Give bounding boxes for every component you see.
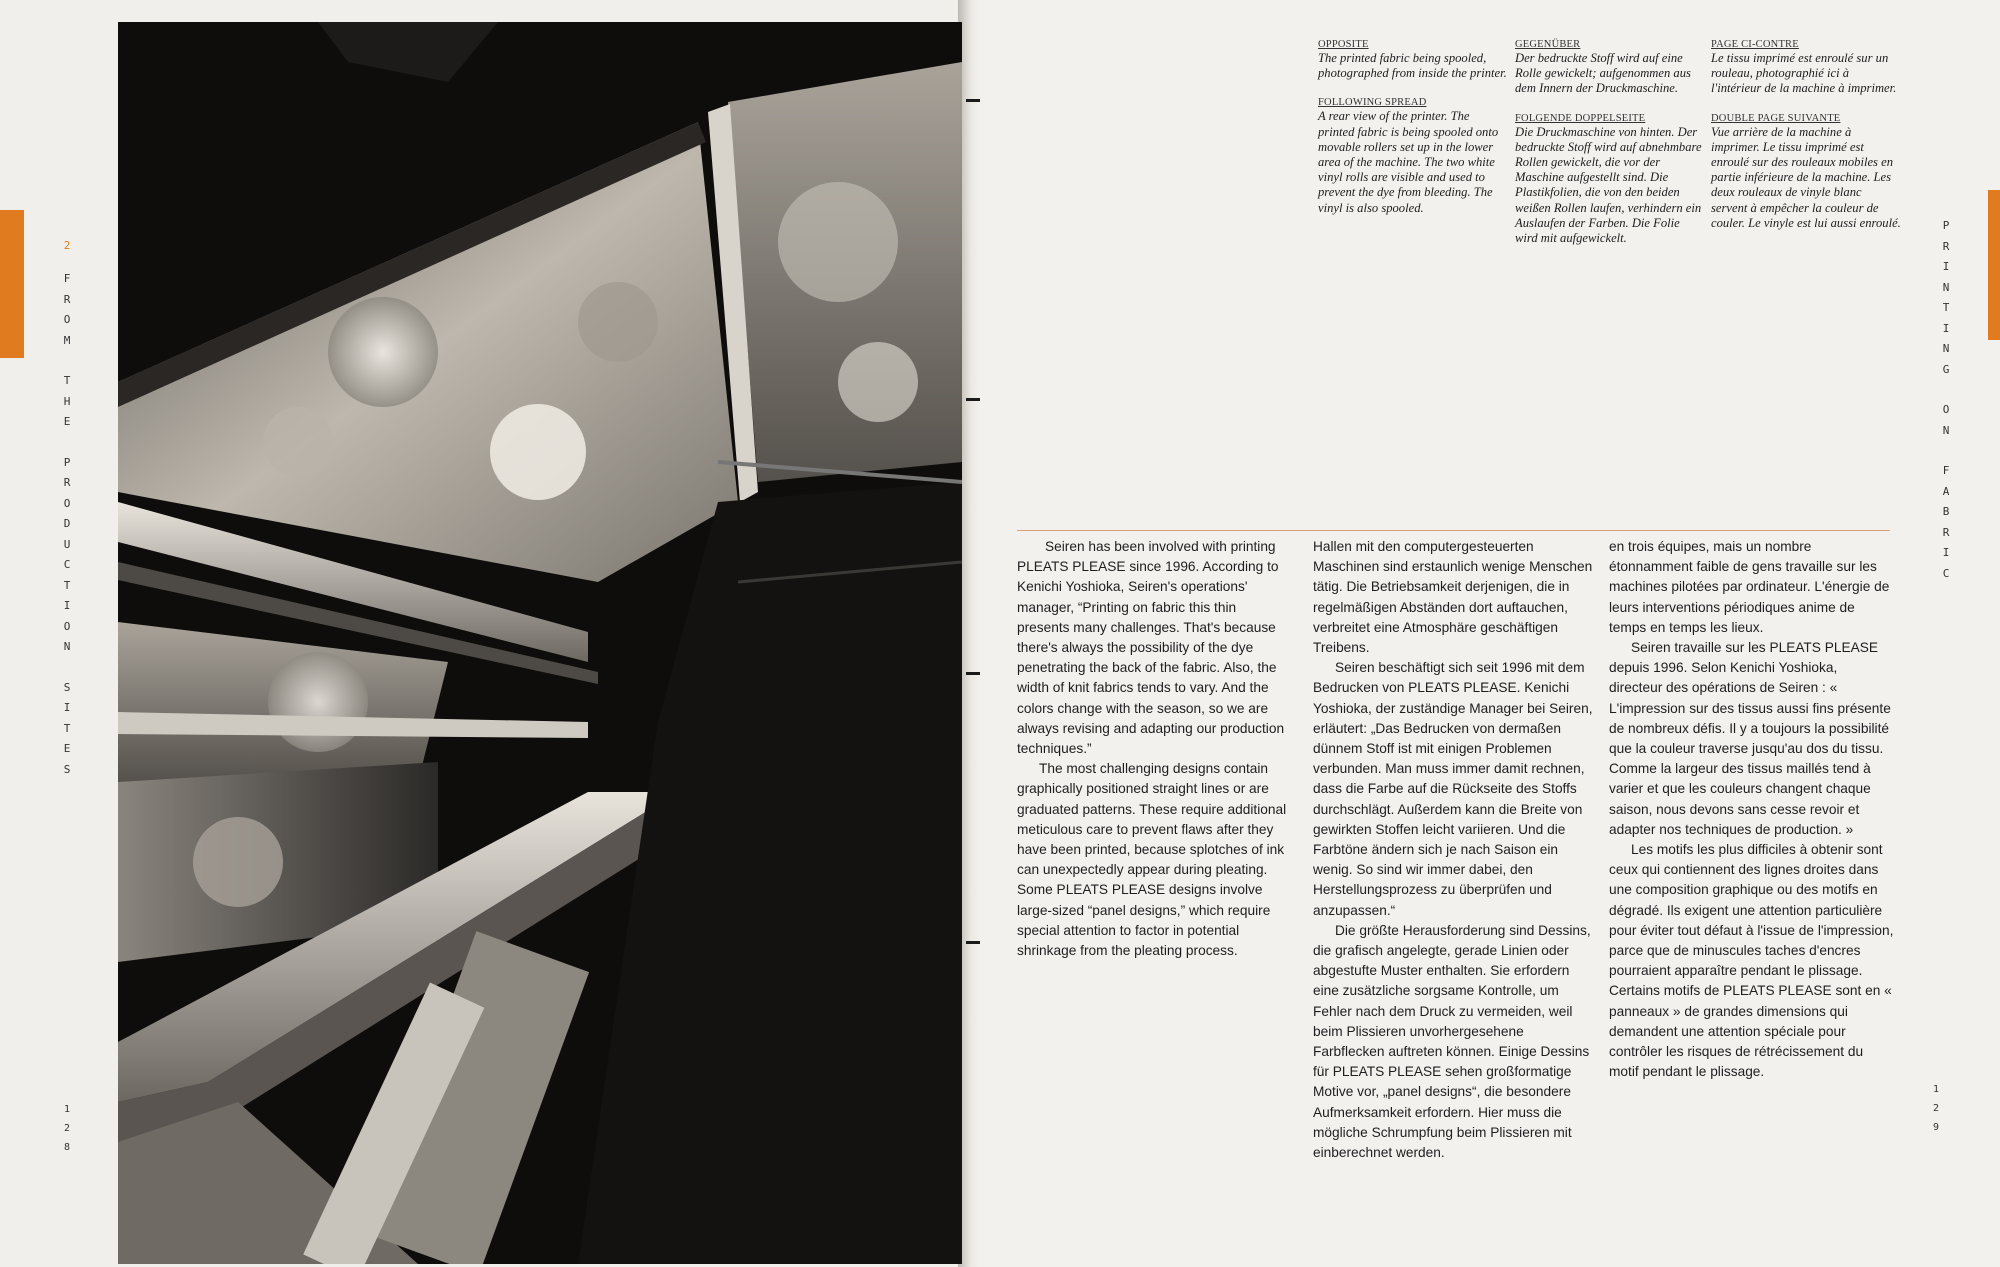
caption-text: Die Druckmaschine von hinten. Der bedruckte Stoff wird auf abnehmbare Rollen gewickelt, die vor der Maschine aufgestellt sind. Die Plastikfolien, die von den beiden weißen Rollen laufen, verhindern ein Auslaufen der Farben. Die Folie wird mit aufgewickelt. [1515, 124, 1702, 246]
body-english [1017, 537, 1292, 961]
paragraph: Les motifs les plus difficiles à obtenir sont ceux qui contiennent des lignes droites dans une composition graphique ou des motifs en dégradé. Ils exigent une attention particulière pour éviter tout défaut à l'issue de l'impression, parce que de minuscules taches d'encres pourraient apparaître pendant le plissage. Certains motifs de PLEATS PLEASE sont en « panneaux » de grandes dimensions qui demandent une attention spéciale pour contrôler les risques de rétrécissement du motif pendant le plissage. [1609, 842, 1894, 1080]
paragraph: The most challenging designs contain graphically positioned straight lines or are graduated patterns. These require additional meticulous care to prevent flaws after they have been printed, because splotches of ink can unexpectedly appear during pleating. Some PLEATS PLEASE designs involve large-sized “panel designs,” which require special attention to factor in potential shrinkage from the pleating process. [1017, 761, 1287, 959]
body-french [1609, 537, 1894, 1082]
caption-german [1515, 39, 1705, 246]
left-page-number: 1 2 8 [63, 1104, 71, 1153]
caption-text: The printed fabric being spooled, photographed from inside the printer. [1318, 51, 1507, 81]
right-page-number: 1 2 9 [1932, 1084, 1940, 1133]
running-title: P R I N T I N G O N F A B R I C [1942, 219, 1950, 580]
binding-mark [966, 672, 980, 675]
binding-mark [966, 398, 980, 401]
paragraph: Seiren travaille sur les PLEATS PLEASE depuis 1996. Selon Kenichi Yoshioka, directeur des opérations de Seiren : « L'impression sur des tissus aussi fins présente de nombreux défis. Il y a toujours la possibilité que la couleur traverse jusqu'au dos du tissu. Comme la largeur des tissus maillés tend à varier et que les couleurs changent chaque saison, nous devons sans cesse revoir et adapter nos techniques de production. » [1609, 640, 1891, 837]
chapter-number: 2 [63, 239, 71, 252]
caption-text: A rear view of the printer. The printed fabric is being spooled onto movable rollers set up in the lower area of the machine. The two white vinyl rolls are visible and used to prevent the dye from bleeding. The vinyl is also spooled. [1318, 109, 1499, 215]
caption-text: Vue arrière de la machine à imprimer. Le tissu imprimé est enroulé sur des rouleaux mobiles en partie inférieure de la machine. Les deux rouleaux de vinyle blanc servent à empêcher la couleur de couler. Le vinyle est lui aussi enroulé. [1711, 124, 1901, 230]
binding-mark [966, 99, 980, 102]
paragraph: en trois équipes, mais un nombre étonnamment faible de gens travaille sur les machines pilotées par ordinateur. L'énergie de leurs interventions périodiques anime de temps en temps les lieux. [1609, 539, 1890, 635]
paragraph: Seiren has been involved with printing PLEATS PLEASE since 1996. According to Kenichi Yoshioka, Seiren's operations' manager, “Printing on fabric this thin presents many challenges. That's because there's always the possibility of the dye penetrating the back of the fabric. Also, the width of knit fabrics tends to vary. And the colors change with the season, so we are always revising and adapting our production techniques.” [1017, 539, 1285, 757]
chapter-title: F R O M T H E P R O D U C T I O N S I T E S [63, 272, 71, 776]
section-rule [1017, 530, 1890, 531]
caption-english [1318, 39, 1508, 216]
caption-heading: FOLGENDE DOPPELSEITE [1515, 112, 1646, 124]
caption-heading: PAGE CI-CONTRE [1711, 39, 1799, 50]
caption-heading: OPPOSITE [1318, 39, 1369, 50]
caption-heading: FOLLOWING SPREAD [1318, 97, 1427, 109]
caption-french [1711, 39, 1901, 231]
caption-heading: GEGENÜBER [1515, 39, 1581, 50]
paragraph: Hallen mit den computergesteuerten Maschinen sind erstaunlich wenige Menschen tätig. Die Betriebsamkeit derjenigen, die in regelmäßigen Abständen dort auftauchen, verbreitet eine Atmosphäre geschäftigen Treibens. [1313, 539, 1593, 656]
caption-text: Der bedruckte Stoff wird auf eine Rolle gewickelt; aufgenommen aus dem Innern der Druckmaschine. [1515, 51, 1691, 96]
left-orange-tab [0, 210, 24, 358]
paragraph: Seiren beschäftigt sich seit 1996 mit dem Bedrucken von PLEATS PLEASE. Kenichi Yoshioka, der zuständige Manager bei Seiren, erläutert: „Das Bedrucken von dermaßen dünnem Stoff ist mit einigen Problemen verbunden. Man muss immer damit rechnen, dass die Farbe auf die Rückseite des Stoffs durchschlägt. Außerdem kann die Breite von gewirkten Stoffen leicht variieren. Und die Farbtöne ändern sich je nach Saison ein wenig. So sind wir immer dabei, den Herstellungsprozess zu überprüfen und anzupassen.“ [1313, 660, 1593, 918]
binding-mark [966, 941, 980, 944]
paragraph: Die größte Herausforderung sind Dessins, die grafisch angelegte, gerade Linien oder abgestufte Muster enthalten. Sie erfordern eine zusätzliche sorgsame Kontrolle, um Fehler nach dem Druck zu vermeiden, weil beim Plissieren unvorhergesehene Farbflecken auftreten können. Einige Dessins für PLEATS PLEASE sehen großformatige Motive vor, „panel designs“, die besondere Aufmerksamkeit erfordern. Hier muss die mögliche Schrumpfung beim Plissieren mit einberechnet werden. [1313, 922, 1591, 1161]
caption-heading: DOUBLE PAGE SUIVANTE [1711, 112, 1841, 124]
printer-photo [118, 22, 962, 1264]
body-german [1313, 537, 1595, 1163]
right-orange-tab [1988, 190, 2000, 340]
caption-text: Le tissu imprimé est enroulé sur un rouleau, photographié ici à l'intérieur de la machine à imprimer. [1711, 51, 1897, 96]
